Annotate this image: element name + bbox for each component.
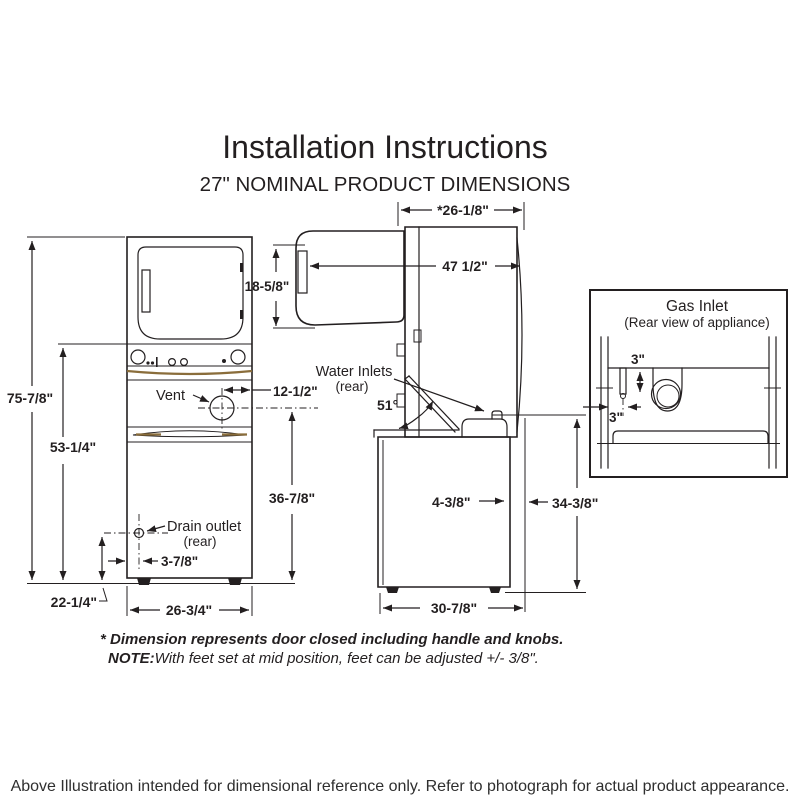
page-title: Installation Instructions bbox=[222, 129, 548, 165]
dim-door-opening-height-value: 18-5/8" bbox=[244, 279, 290, 294]
dim-overall-height bbox=[7, 237, 125, 580]
gas-pipe bbox=[620, 368, 626, 394]
vent-label: Vent bbox=[156, 388, 186, 404]
gas-inlet-subtitle: (Rear view of appliance) bbox=[624, 315, 770, 330]
gas-inlet-detail bbox=[583, 290, 787, 477]
drain-label: Drain outlet bbox=[167, 519, 242, 535]
right-knob bbox=[231, 350, 245, 364]
water-inlets bbox=[316, 364, 484, 411]
dim-depth-value: *26-1/8" bbox=[437, 202, 489, 218]
dim-rear-offset bbox=[432, 494, 504, 510]
gas-clearance-vertical-value: 3" bbox=[631, 352, 645, 367]
gas-clearance-horizontal-value: 3" bbox=[609, 410, 623, 425]
header bbox=[200, 129, 571, 196]
dim-washer-section-height bbox=[50, 344, 133, 580]
dim-front-width-value: 26-3/4" bbox=[165, 602, 213, 618]
dim-drain-offset bbox=[108, 554, 198, 569]
dryer-door-handle bbox=[142, 270, 150, 312]
footer-disclaimer: Above Illustration intended for dimensional reference only. Refer to photograph for actual product appearance. bbox=[10, 778, 790, 795]
dim-washer-depth-value: 30-7/8" bbox=[430, 600, 478, 616]
side-foot-front bbox=[386, 587, 399, 593]
dim-vent-offset bbox=[224, 384, 318, 399]
dim-drain-height bbox=[51, 537, 107, 610]
open-door-handle bbox=[298, 251, 307, 293]
dimension-note: * Dimension represents door closed including handle and knobs. bbox=[100, 631, 564, 648]
feet-note bbox=[108, 650, 539, 667]
dim-drain-height-value: 22-1/4" bbox=[50, 594, 97, 610]
washer-lid-seam bbox=[127, 427, 252, 442]
water-inlets-sub: (rear) bbox=[335, 379, 369, 394]
side-hinge-upper bbox=[397, 344, 405, 356]
drain-label-sub: (rear) bbox=[183, 534, 217, 549]
control-panel bbox=[127, 350, 252, 380]
dim-depth-door-open-value: 47 1/2" bbox=[442, 258, 488, 274]
dim-door-opening-height bbox=[245, 245, 315, 328]
dim-overall-height-value: 75-7/8" bbox=[6, 390, 54, 406]
gas-inlet-drawing bbox=[583, 337, 781, 468]
open-door-profile bbox=[296, 231, 404, 325]
feet-note-label: NOTE: bbox=[108, 650, 155, 667]
open-door-side bbox=[296, 231, 404, 325]
dim-rear-offset-value: 4-3/8" bbox=[432, 494, 471, 510]
dim-lid-angle-value: 51° bbox=[377, 397, 399, 413]
notes bbox=[100, 631, 563, 667]
panel-accent-line bbox=[127, 371, 252, 374]
gas-inlet-title: Gas Inlet bbox=[665, 298, 729, 315]
dim-drain-offset-value: 3-7/8" bbox=[161, 554, 199, 569]
water-inlets-label: Water Inlets bbox=[315, 364, 393, 380]
dim-depth bbox=[398, 202, 524, 230]
front-view bbox=[7, 237, 318, 618]
rear-shelf bbox=[613, 431, 768, 443]
door-hinge-top bbox=[240, 263, 244, 272]
dim-washer-height-value: 34-3/8" bbox=[552, 495, 599, 511]
washer-console bbox=[462, 419, 507, 437]
dim-vent-offset-value: 12-1/2" bbox=[273, 384, 318, 399]
dim-washer-section-height-value: 53-1/4" bbox=[49, 439, 97, 455]
feet-note-body: With feet set at mid position, feet can be adjusted +/- 3/8". bbox=[154, 650, 539, 667]
washer-lid-open bbox=[377, 376, 459, 432]
dryer-door bbox=[138, 247, 243, 339]
side-hinge-lower bbox=[397, 394, 405, 407]
left-knob bbox=[131, 350, 145, 364]
side-foot-rear bbox=[489, 587, 501, 593]
page-subtitle: 27" NOMINAL PRODUCT DIMENSIONS bbox=[199, 173, 571, 196]
dim-front-width bbox=[127, 586, 252, 618]
exhaust-duct bbox=[653, 368, 682, 411]
side-view bbox=[245, 202, 599, 616]
dim-vent-height-value: 36-7/8" bbox=[268, 490, 316, 506]
dim-washer-height bbox=[492, 415, 598, 593]
dim-vent-height bbox=[269, 412, 315, 580]
dim-depth-door-open bbox=[310, 258, 520, 274]
door-hinge-bottom bbox=[240, 310, 244, 319]
